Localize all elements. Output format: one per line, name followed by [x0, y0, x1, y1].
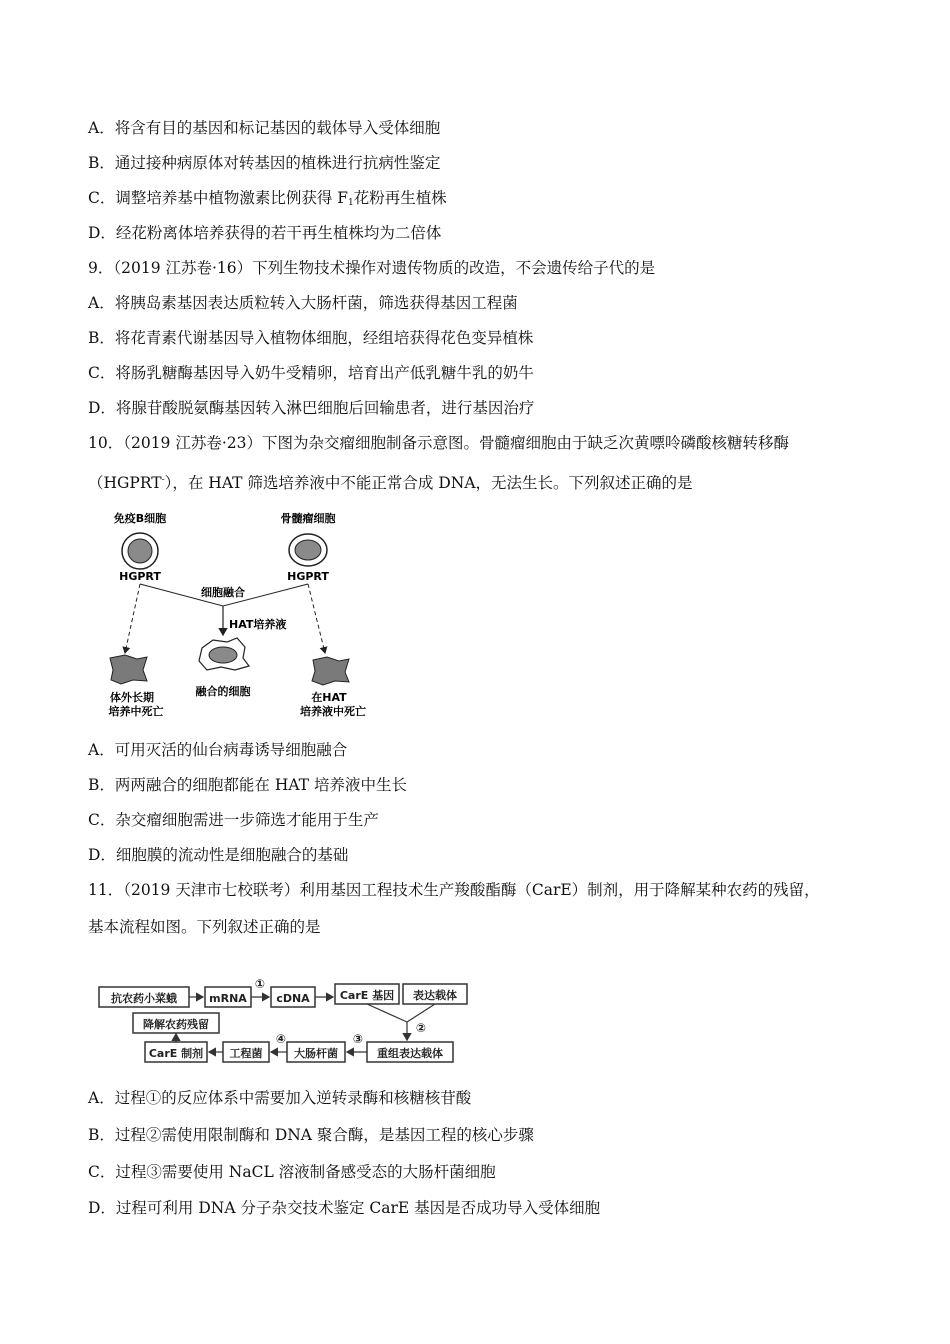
flow-node-6-label: 重组表达载体 [377, 1047, 443, 1060]
q11-option-a: A．过程①的反应体系中需要加入逆转录酶和核糖核苷酸 [88, 1089, 472, 1107]
fusion-label: 细胞融合 [201, 586, 245, 599]
hybridoma-diagram [95, 508, 395, 723]
q8-option-c-sub: 1 [348, 198, 354, 208]
flow-node-4-label: CarE 基因 [339, 989, 395, 1002]
right-dead-cell [312, 657, 349, 685]
q10-stem-line1: 10．（2019 江苏卷·23）下图为杂交瘤细胞制备示意图。骨髓瘤细胞由于缺乏次黄嘌呤磷酸核糖转移酶 [88, 434, 789, 452]
b-cell-label: 免疫B细胞 [113, 512, 167, 525]
hat-label: HAT培养液 [229, 618, 287, 631]
right-dead-label-2: 培养液中死亡 [300, 705, 366, 718]
flow-merge-lines [367, 1004, 435, 1022]
flow-step-4: ④ [275, 1032, 287, 1046]
q10-stem-text: （HGPRT [88, 474, 162, 492]
fused-cell-nucleus [209, 647, 237, 663]
q10-stem-line2 [88, 470, 693, 493]
q9-option-a: A．将胰岛素基因表达质粒转入大肠杆菌，筛选获得基因工程菌 [88, 294, 518, 312]
left-dashed-arrow [125, 584, 140, 653]
q11-stem-line1: 11．（2019 天津市七校联考）利用基因工程技术生产羧酸酯酶（CarE）制剂，用于降解某种农药的残留， [88, 881, 820, 899]
q10-option-a: A．可用灭活的仙台病毒诱导细胞融合 [88, 741, 348, 759]
flow-node-8-label: 工程菌 [229, 1047, 263, 1060]
q8-option-b: B．通过接种病原体对转基因的植株进行抗病性鉴定 [88, 154, 441, 172]
flow-step-3: ③ [352, 1032, 364, 1046]
q8-option-c [88, 188, 447, 213]
q10-stem-sup: - [161, 475, 165, 485]
q8-option-a: A．将含有目的基因和标记基因的载体导入受体细胞 [88, 119, 441, 137]
fused-label: 融合的细胞 [195, 685, 251, 698]
q10-option-c: C．杂交瘤细胞需进一步筛选才能用于生产 [88, 811, 379, 829]
q8-option-c-text2: 花粉再生植株 [353, 189, 447, 207]
q9-option-b: B．将花青素代谢基因导入植物体细胞，经组培获得花色变异植株 [88, 329, 534, 347]
q11-option-d: D．过程可利用 DNA 分子杂交技术鉴定 CarE 基因是否成功导入受体细胞 [88, 1199, 601, 1217]
q9-stem: 9．（2019 江苏卷·16）下列生物技术操作对遗传物质的改造，不会遗传给子代的是 [88, 259, 656, 277]
left-dead-label-1: 体外长期 [110, 691, 154, 704]
q8-option-c-text: C．调整培养基中植物激素比例获得 F [88, 189, 349, 207]
q10-option-d: D．细胞膜的流动性是细胞融合的基础 [88, 846, 349, 864]
right-dashed-arrow [308, 584, 325, 653]
flow-node-5-label: 表达载体 [413, 989, 457, 1002]
flow-step-2: ② [415, 1021, 427, 1035]
flow-diagram [95, 972, 475, 1072]
flow-node-3-label: cDNA [276, 992, 310, 1005]
flow-node-9-label: CarE 制剂 [148, 1047, 204, 1060]
right-dead-label-1: 在HAT [311, 691, 347, 704]
flow-step-1: ① [254, 977, 266, 991]
left-dead-label-2: 培养中死亡 [108, 705, 164, 718]
left-dead-cell [110, 655, 147, 684]
myeloma-label: 骨髓瘤细胞 [280, 512, 336, 525]
flow-node-1-label: 抗农药小菜蛾 [111, 992, 177, 1005]
q11-option-c: C．过程③需要使用 NaCL 溶液制备感受态的大肠杆菌细胞 [88, 1163, 496, 1181]
b-cell [122, 533, 158, 569]
hgprt-left-label: HGPRT [119, 570, 161, 583]
flow-node-10-label: 降解农药残留 [143, 1018, 209, 1031]
q11-option-b: B．过程②需使用限制酶和 DNA 聚合酶，是基因工程的核心步骤 [88, 1126, 534, 1144]
hgprt-right-label: HGPRT [287, 570, 329, 583]
flow-node-7-label: 大肠杆菌 [294, 1047, 338, 1060]
q9-option-c: C．将肠乳糖酶基因导入奶牛受精卵，培育出产低乳糖牛乳的奶牛 [88, 364, 534, 382]
q9-option-d: D．将腺苷酸脱氨酶基因转入淋巴细胞后回输患者，进行基因治疗 [88, 399, 535, 417]
q11-stem-line2: 基本流程如图。下列叙述正确的是 [88, 918, 321, 936]
flow-node-2-label: mRNA [209, 992, 247, 1005]
q10-option-b: B．两两融合的细胞都能在 HAT 培养液中生长 [88, 776, 407, 794]
q8-option-d: D．经花粉离体培养获得的若干再生植株均为二倍体 [88, 224, 442, 242]
myeloma-cell [289, 534, 327, 566]
q10-stem-text2: ），在 HAT 筛选培养液中不能正常合成 DNA，无法生长。下列叙述正确的是 [164, 474, 693, 492]
